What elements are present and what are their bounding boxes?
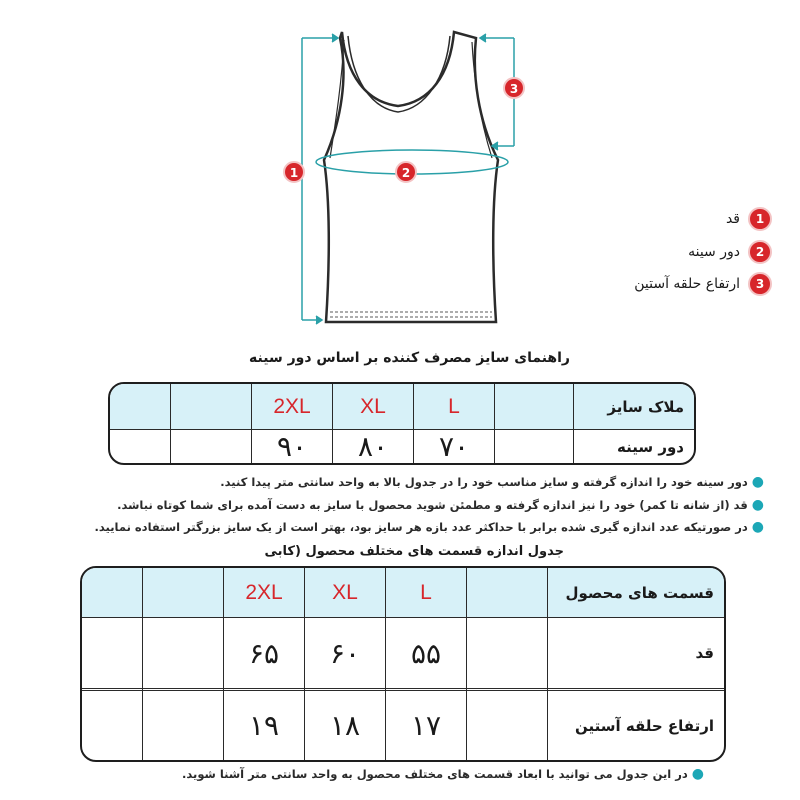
value-cell: ۹۰ <box>251 430 332 463</box>
value-cell: ۷۰ <box>413 430 494 463</box>
size-l: L <box>413 384 494 430</box>
table-cell <box>110 384 170 430</box>
table-header-label: ملاک سایز <box>573 384 694 430</box>
value-cell: ۱۷ <box>385 691 466 760</box>
consumer-note: ●دور سینه خود را اندازه گرفته و سایز مناسب خود را در جدول بالا به واحد سانتی متر پیدا کنید. <box>220 474 764 490</box>
bullet-icon: ● <box>751 474 764 490</box>
svg-text:3: 3 <box>509 82 519 96</box>
legend-badge: 1 <box>748 207 772 231</box>
size-2xl: 2XL <box>223 568 304 618</box>
table-cell <box>142 691 223 760</box>
table-cell <box>466 691 547 760</box>
legend-item-height <box>726 207 772 231</box>
table-cell <box>82 568 142 618</box>
value-cell: ۶۰ <box>304 618 385 689</box>
marker-3-icon <box>504 78 524 98</box>
table-cell <box>494 384 573 430</box>
consumer-size-table <box>108 382 696 465</box>
legend-badge: 2 <box>748 240 772 264</box>
row-label-height: قد <box>547 618 724 689</box>
marker-2-icon <box>396 162 416 182</box>
size-2xl: 2XL <box>251 384 332 430</box>
size-l: L <box>385 568 466 618</box>
svg-text:1: 1 <box>289 166 299 180</box>
table-row <box>82 568 724 618</box>
legend-label: قد <box>725 211 740 227</box>
row-label-armhole: ارتفاع حلقه آستین <box>547 691 724 760</box>
value-cell: ۶۵ <box>223 618 304 689</box>
marker-1-icon <box>284 162 304 182</box>
table-cell <box>170 384 251 430</box>
legend-label: دور سینه <box>688 244 740 260</box>
consumer-note: ●در صورتیکه عدد اندازه گیری شده برابر با حداکثر عدد بازه هر سایز بود، بهتر است از یک سایز بزرگتر استفاده نمایید. <box>94 519 764 535</box>
table-row <box>82 691 724 760</box>
value-cell: ۱۹ <box>223 691 304 760</box>
size-xl: XL <box>332 384 413 430</box>
consumer-note: ●قد (از شانه تا کمر) خود را نیز اندازه گرفته و مطمئن شوید محصول با سایز به دست آمده برای شما کوتاه نباشد. <box>117 497 764 513</box>
product-size-table <box>80 566 726 762</box>
row-label-chest: دور سینه <box>573 430 694 463</box>
legend-item-armhole <box>634 272 772 296</box>
legend-item-chest <box>688 240 772 264</box>
product-table-title: جدول اندازه قسمت های مختلف محصول (کابی <box>264 544 564 559</box>
table-cell <box>466 568 547 618</box>
bullet-icon: ● <box>751 497 764 513</box>
tank-top-diagram <box>270 20 530 340</box>
table-cell <box>142 568 223 618</box>
table-cell <box>82 618 142 689</box>
table-header-label: قسمت های محصول <box>547 568 724 618</box>
table-row <box>82 618 724 689</box>
table-cell <box>142 618 223 689</box>
table-row <box>110 430 694 463</box>
legend-label: ارتفاع حلقه آستین <box>634 276 740 292</box>
table-cell <box>110 430 170 463</box>
table-row <box>110 384 694 430</box>
value-cell: ۱۸ <box>304 691 385 760</box>
table-cell <box>466 618 547 689</box>
bullet-icon: ● <box>691 766 704 782</box>
value-cell: ۸۰ <box>332 430 413 463</box>
consumer-table-title: راهنمای سایز مصرف کننده بر اساس دور سینه <box>249 350 570 366</box>
value-cell: ۵۵ <box>385 618 466 689</box>
svg-text:2: 2 <box>401 166 411 180</box>
bullet-icon: ● <box>751 519 764 535</box>
table-cell <box>82 691 142 760</box>
product-note: ●در این جدول می توانید با ابعاد قسمت های مختلف محصول به واحد سانتی متر آشنا شوید. <box>182 766 704 782</box>
legend-badge: 3 <box>748 272 772 296</box>
table-cell <box>170 430 251 463</box>
table-cell <box>494 430 573 463</box>
size-xl: XL <box>304 568 385 618</box>
